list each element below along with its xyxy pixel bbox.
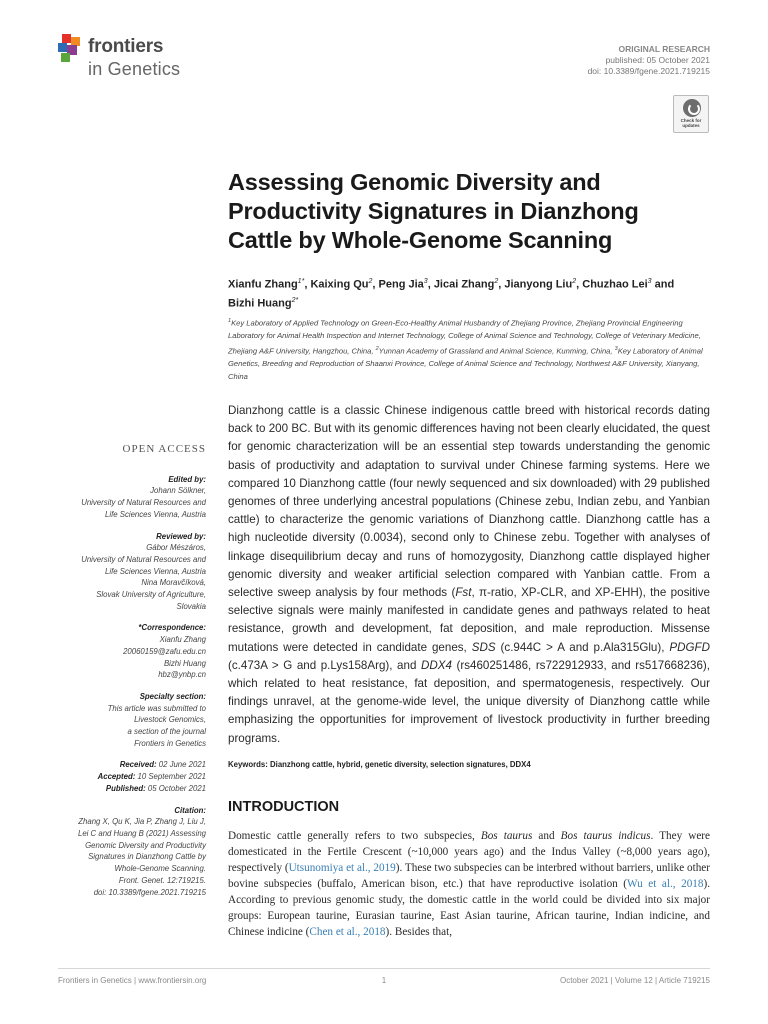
citation-block [58, 805, 206, 899]
footer-divider [58, 968, 710, 969]
page-number: 1 [381, 976, 387, 985]
editor-line: University of Natural Resources and [81, 498, 206, 508]
check-for-updates-button[interactable] [673, 95, 709, 133]
reviewer-line: Life Sciences Vienna, Austria [105, 566, 206, 576]
author-name[interactable]: Chuzhao Lei [582, 278, 648, 291]
article-type: ORIGINAL RESEARCH [618, 44, 710, 54]
abstract-text: , π-ratio, XP-CLR, and XP-EHH), the positive selective signals were mainly manifested in candidate genes and pathways related to heat resistance, growth and development, fat deposition, and male reproduction. Missense mutations were detected in candidate genes, [228, 586, 710, 654]
footer-issue-info: October 2021 | Volume 12 | Article 719215 [559, 976, 710, 985]
keywords: Keywords: Dianzhong cattle, hybrid, genetic diversity, selection signatures, DDX4 [228, 760, 531, 769]
published-date: published: 05 October 2021 [605, 55, 710, 65]
editor-line: Life Sciences Vienna, Austria [105, 509, 206, 519]
open-access-label: OPEN ACCESS [122, 443, 206, 455]
citation-link[interactable]: Wu et al., 2018 [627, 878, 704, 890]
correspondent-email[interactable]: hbz@ynbp.cn [158, 670, 206, 680]
body-text: ). These two subspecies can be interbred without barriers, unlike other bovine subspecies (buffalo, American bison, etc.) that have reproductive isolation ( [228, 862, 710, 890]
correspondent-name: Xianfu Zhang [159, 635, 206, 645]
specialty-line: a section of the journal [127, 727, 206, 737]
received-heading: Received: [119, 760, 157, 770]
frontiers-logo-icon [58, 34, 84, 64]
published-date-sidebar: 05 October 2021 [147, 783, 206, 793]
gene-name: SDS [471, 640, 496, 654]
abstract-text: Dianzhong cattle is a classic Chinese indigenous cattle breed with historical records dating back to 200 BC. But with its genomic differences having not been clearly elucidated, the quest for genomic characterization will be an essential step towards understanding the genomic basis of productivity and adaptation to survival under Chinese farming systems. Here we compared 10 Dianzhong cattle (four newly sequenced and six downloaded) with 29 published genomes of three underlying ancestral populations (Chinese zebu, Indian zebu, and Yanbian cattle) to characterize the genomic variations of Dianzhong cattle. Dianzhong cattle has a high nucleotide diversity (0.0034), second only to Chinese zebu. Together with analyses of linkage disequilibrium decay and runs of homozygosity, Dianzhong cattle displayed higher genomic diversity and weaker artificial selection compared with Yanbian cattle. From a selective sweep analysis by four methods ( [228, 404, 710, 600]
author-affil-sup: 2 [291, 296, 296, 304]
species-name: Bos taurus [480, 830, 533, 842]
reviewed-by-heading: Reviewed by: [156, 531, 206, 541]
corresponding-mark: * [295, 296, 299, 304]
citation-line: Lei C and Huang B (2021) Assessing [77, 828, 206, 838]
reviewed-by-block [58, 531, 206, 613]
author-name[interactable]: Peng Jia [378, 278, 424, 291]
affil-sup: 1 [228, 318, 232, 324]
abstract-text: (rs460251486, rs722912933, and rs517668236), which related to heat resistance, fat deposition, and spermatogenesis, respectively. Our findings unravel, at the genome-wide level, the unique diversity of Dianzhong cattle while emphasizing the opportunities for improvement of livestock productivity in further breeding programs. [228, 658, 710, 745]
published-line [58, 783, 206, 795]
citation-line: Whole-Genome Scanning. [114, 864, 206, 874]
journal-logo[interactable] [58, 34, 208, 84]
author-name[interactable]: Xianfu Zhang [228, 278, 298, 291]
reviewer-line: Slovakia [176, 601, 206, 611]
article-sidebar [58, 444, 206, 908]
accepted-date: 10 September 2021 [137, 772, 206, 782]
article-doi[interactable]: doi: 10.3389/fgene.2021.719215 [587, 66, 710, 76]
article-title: Assessing Genomic Diversity and Productivity Signatures in Dianzhong Cattle by Whole-Genome Scanning [228, 169, 639, 253]
gene-name: PDGFD [669, 640, 710, 654]
body-text: ). According to previous genomic study, the domestic cattle in the world could be divided into six major groups: European taurine, Eurasian taurine, East Asian taurine, African taurine, Indian indicine, and Chinese indicine ( [228, 878, 711, 938]
affiliation-text: Yunnan Academy of Grassland and Animal Science, Kunming, China, [378, 346, 615, 356]
citation-link[interactable]: Chen et al., 2018 [309, 926, 386, 938]
accepted-line [58, 771, 206, 783]
reviewer-line[interactable]: Nina Moravčíková, [141, 578, 206, 588]
reviewer-line: Slovak University of Agriculture, [96, 590, 206, 600]
correspondence-heading: *Correspondence: [138, 623, 206, 633]
citation-line: Genomic Diversity and Productivity [85, 840, 206, 850]
correspondent-email[interactable]: 20060159@zafu.edu.cn [123, 646, 206, 656]
correspondent-name: Bizhi Huang [163, 658, 206, 668]
author-name[interactable]: Kaixing Qu [310, 278, 369, 291]
specialty-heading: Specialty section: [139, 691, 206, 701]
published-heading: Published: [105, 783, 146, 793]
author-affil-sup: 2 [368, 278, 373, 285]
affiliation-text: Key Laboratory of Animal Genetics, Breeding and Reproduction of Shaanxi Province, College of Animal Science and Technology, Northwest A&F University, Xianyang, China [228, 346, 703, 382]
section-heading-introduction: INTRODUCTION [228, 799, 340, 815]
citation-link[interactable]: Utsunomiya et al., 2019 [288, 862, 396, 874]
specialty-line: Livestock Genomics, [134, 715, 206, 725]
affiliation-text: Key Laboratory of Applied Technology on Green-Eco-Healthy Animal Husbandry of Zhejiang Province, Zhejiang Provincial Engineering Laboratory for Animal Health Inspection and Internet Technology, College of Animal Science and Technology, College of Veterinary Medicine, Zhejiang A&F University, Hangzhou, China, [228, 318, 701, 356]
author-affil-sup: 2 [494, 278, 499, 285]
specialty-line: This article was submitted to [107, 703, 206, 713]
reviewer-line[interactable]: Gábor Mészáros, [146, 543, 206, 553]
corresponding-mark: * [301, 278, 305, 285]
citation-doi[interactable]: doi: 10.3389/fgene.2021.719215 [93, 887, 206, 897]
received-date: 02 June 2021 [158, 760, 206, 770]
article-meta [588, 44, 710, 77]
reviewer-line: University of Natural Resources and [81, 554, 206, 564]
citation-line: Signatures in Dianzhong Cattle by [88, 852, 206, 862]
edited-by-heading: Edited by: [168, 474, 206, 484]
gene-name: DDX4 [420, 658, 452, 672]
author-affil-sup: 3 [647, 278, 652, 285]
abstract-text: (c.944C > A and p.Ala315Glu), [495, 640, 670, 654]
specialty-line: Frontiers in Genetics [134, 738, 206, 748]
check-updates-label: Check for updates [680, 118, 702, 128]
body-text: Domestic cattle generally refers to two subspecies, [228, 830, 481, 842]
author-affil-sup: 3 [423, 278, 428, 285]
affil-sup: 3 [614, 346, 618, 353]
editor-line[interactable]: Johann Sölkner, [150, 486, 206, 496]
body-text: . They were domesticated in the Fertile Crescent (~10,000 years ago) and the Indus Valley (~8,000 years ago), respectively ( [228, 830, 710, 874]
footer-journal-link[interactable]: Frontiers in Genetics | www.frontiersin.org [58, 976, 207, 985]
citation-line: Front. Genet. 12:719215. [118, 875, 206, 885]
affiliations [228, 315, 710, 384]
correspondence-block [58, 622, 206, 681]
affil-sup: 2 [375, 346, 379, 353]
introduction-text [228, 828, 710, 940]
journal-brand: frontiers [88, 36, 164, 57]
abstract-term: Fst [455, 586, 472, 600]
citation-heading: Citation: [174, 805, 206, 815]
author-name[interactable]: Jianyong Liu [504, 278, 573, 291]
body-text: ). Besides that, [385, 926, 453, 938]
citation-line: Zhang X, Qu K, Jia P, Zhang J, Liu J, [78, 817, 206, 827]
abstract [228, 402, 710, 748]
journal-name: in Genetics [88, 59, 181, 79]
abstract-text: (c.473A > G and p.Lys158Arg), and [228, 658, 421, 672]
species-name: Bos taurus indicus [560, 830, 651, 842]
author-affil-sup: 2 [572, 278, 577, 285]
received-line [58, 759, 206, 771]
accepted-heading: Accepted: [97, 772, 136, 782]
refresh-icon [683, 99, 701, 117]
author-name[interactable]: Jicai Zhang [433, 278, 495, 291]
author-affil-sup: 1 [297, 278, 302, 285]
dates-block [58, 759, 206, 794]
author-name[interactable]: Bizhi Huang [228, 297, 292, 310]
specialty-block [58, 691, 206, 750]
edited-by-block [58, 474, 206, 521]
body-text: and [532, 830, 561, 842]
author-list: Xianfu Zhang$^{1*}$, Kaixing Qu$^2$, Peng Jia$^3$, Jicai Zhang$^2$, Jianyong Liu$^2$, Chuzhao Lei$^3$ and Bizhi Huang$^{2*}$ [228, 278, 675, 310]
